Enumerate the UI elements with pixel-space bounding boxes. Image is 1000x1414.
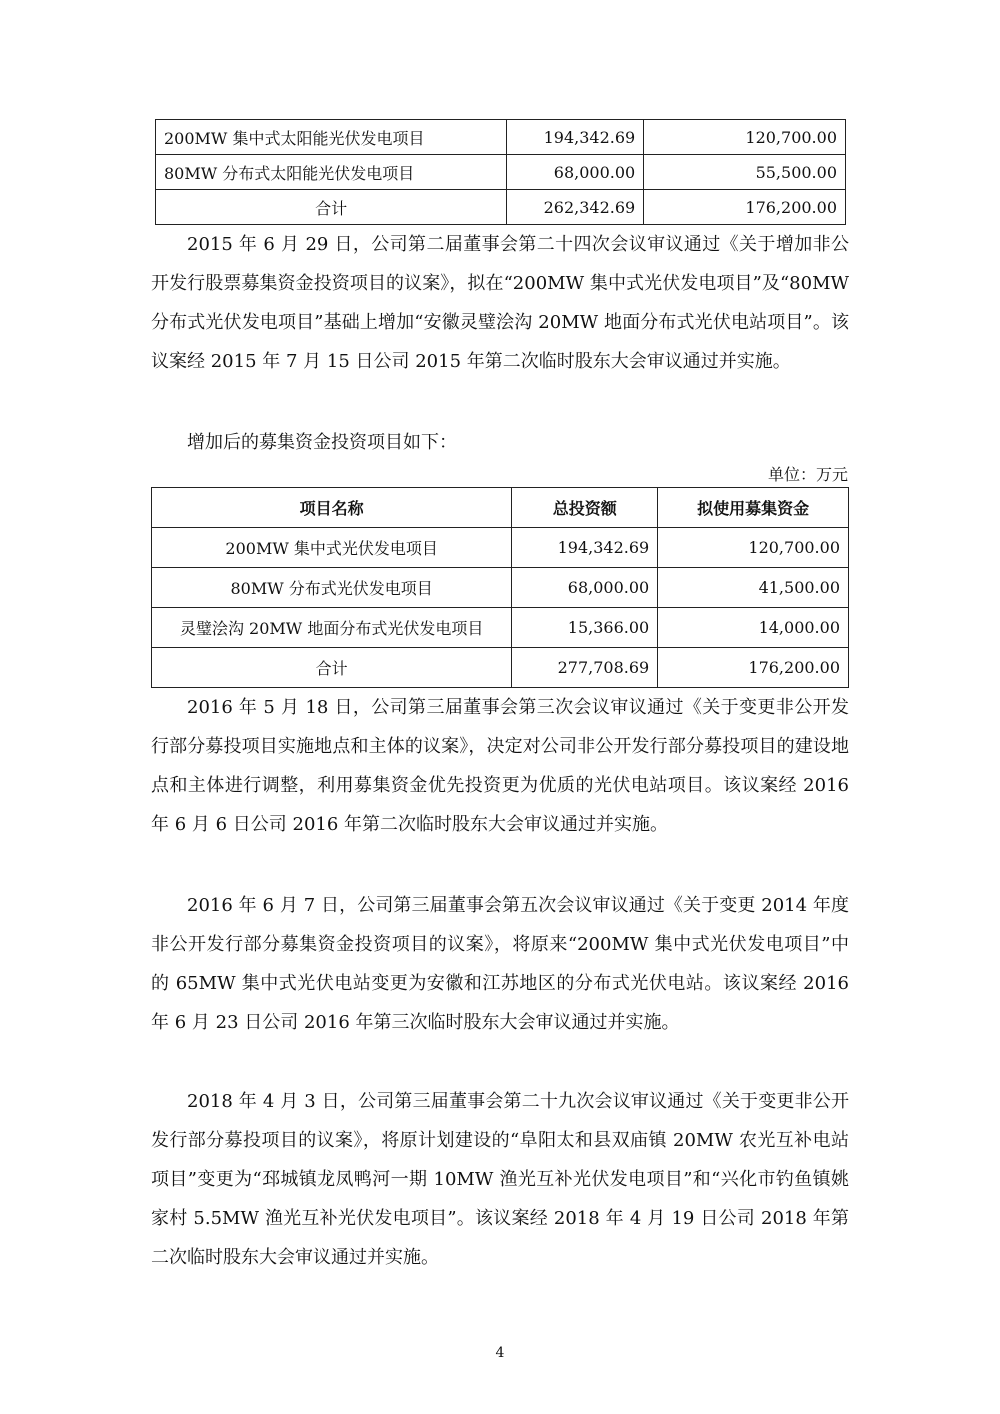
unit-label: 单位：万元 (767, 465, 848, 484)
raised-funds-cell: 14,000.00 (658, 608, 849, 648)
total-investment-cell: 68,000.00 (507, 155, 644, 190)
raised-funds-cell: 176,200.00 (644, 190, 846, 225)
paragraph-2016-may: 2016 年 5 月 18 日，公司第三届董事会第三次会议审议通过《关于变更非公开发行部分募投项目实施地点和主体的议案》，决定对公司非公开发行部分募投项目的建设地点和主体进行调整，利用募集资金优先投资更为优质的光伏电站项目。该议案经 2016 年 6 月 6 日公司 2016 年第二次临时股东大会审议通过并实施。 (151, 697, 849, 835)
raised-funds-cell: 120,700.00 (658, 528, 849, 568)
page-number: 4 (495, 1345, 505, 1361)
table-row (152, 528, 849, 568)
header-total-investment: 总投资额 (512, 488, 658, 528)
project-name-cell: 200MW 集中式光伏发电项目 (152, 528, 512, 568)
project-name-cell: 80MW 分布式光伏发电项目 (152, 568, 512, 608)
table-total-row (152, 648, 849, 688)
paragraph-2018-april: 2018 年 4 月 3 日，公司第三届董事会第二十九次会议审议通过《关于变更非公开发行部分募投项目的议案》，将原计划建设的“阜阳太和县双庙镇 20MW 农光互补电站项目”变更为“邳城镇龙凤鸭河一期 10MW 渔光互补光伏发电项目”和“兴化市钓鱼镇姚家村 5.5MW 渔光互补光伏发电项目”。该议案经 2018 年 4 月 19 日公司 2018 年第二次临时股东大会审议通过并实施。 (151, 1091, 849, 1268)
raised-funds-cell: 41,500.00 (658, 568, 849, 608)
total-investment-cell: 68,000.00 (512, 568, 658, 608)
table-row (152, 608, 849, 648)
project-name-cell: 200MW 集中式太阳能光伏发电项目 (156, 120, 507, 155)
table-row (152, 568, 849, 608)
total-investment-cell: 15,366.00 (512, 608, 658, 648)
paragraph-table-intro: 增加后的募集资金投资项目如下： (187, 432, 457, 453)
table-total-row (156, 190, 846, 225)
total-investment-cell: 262,342.69 (507, 190, 644, 225)
header-raised-funds: 拟使用募集资金 (658, 488, 849, 528)
project-name-cell: 灵璧浍沟 20MW 地面分布式光伏发电项目 (152, 608, 512, 648)
investment-table-amended (151, 487, 849, 688)
table-row (156, 120, 846, 155)
header-project-name: 项目名称 (152, 488, 512, 528)
total-investment-cell: 194,342.69 (512, 528, 658, 568)
total-investment-cell: 194,342.69 (507, 120, 644, 155)
raised-funds-cell: 55,500.00 (644, 155, 846, 190)
paragraph-2016-june: 2016 年 6 月 7 日，公司第三届董事会第五次会议审议通过《关于变更 2014 年度非公开发行部分募集资金投资项目的议案》，将原来“200MW 集中式光伏发电项目”中的 65MW 集中式光伏电站变更为安徽和江苏地区的分布式光伏电站。该议案经 2016 年 6 月 23 日公司 2016 年第三次临时股东大会审议通过并实施。 (151, 895, 849, 1033)
investment-table-original (155, 119, 846, 225)
table-header-row (152, 488, 849, 528)
total-label-cell: 合计 (156, 190, 507, 225)
raised-funds-cell: 120,700.00 (644, 120, 846, 155)
raised-funds-cell: 176,200.00 (658, 648, 849, 688)
total-investment-cell: 277,708.69 (512, 648, 658, 688)
total-label-cell: 合计 (152, 648, 512, 688)
paragraph-2015-amendment: 2015 年 6 月 29 日，公司第二届董事会第二十四次会议审议通过《关于增加非公开发行股票募集资金投资项目的议案》，拟在“200MW 集中式光伏发电项目”及“80MW 分布式光伏发电项目”基础上增加“安徽灵璧浍沟 20MW 地面分布式光伏电站项目”。该议案经 2015 年 7 月 15 日公司 2015 年第二次临时股东大会审议通过并实施。 (151, 234, 849, 372)
project-name-cell: 80MW 分布式太阳能光伏发电项目 (156, 155, 507, 190)
table-row (156, 155, 846, 190)
